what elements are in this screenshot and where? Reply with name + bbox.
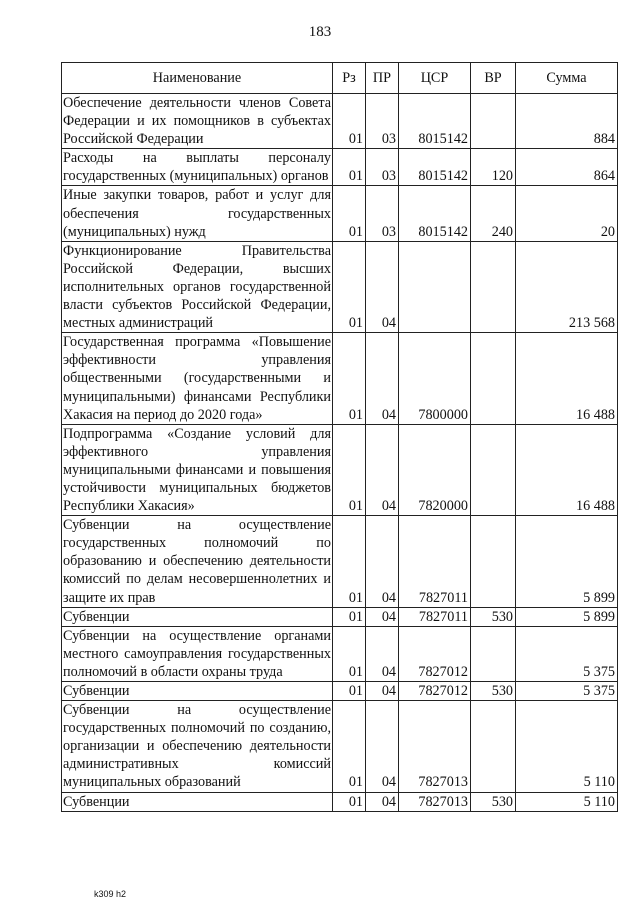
- row-pr: 04: [366, 516, 399, 607]
- table-row: [62, 333, 618, 424]
- row-name: Субвенции: [62, 607, 333, 626]
- row-sum: 5 110: [516, 701, 618, 792]
- header-vr: ВР: [471, 63, 516, 94]
- row-csr: 7827011: [399, 516, 471, 607]
- row-name: Иные закупки товаров, работ и услуг для обеспечения государственных (муниципальных) нужд: [63, 187, 331, 240]
- row-vr: [471, 424, 516, 515]
- table-row: [62, 516, 618, 607]
- row-csr: 8015142: [399, 94, 471, 149]
- row-sum: 5 110: [516, 792, 618, 811]
- row-vr: [471, 516, 516, 607]
- row-vr: [471, 241, 516, 332]
- row-vr: 530: [471, 607, 516, 626]
- row-csr: 7827012: [399, 682, 471, 701]
- row-sum: 213 568: [516, 241, 618, 332]
- row-rz: 01: [333, 333, 366, 424]
- table-row: [62, 626, 618, 681]
- row-rz: 01: [333, 424, 366, 515]
- row-pr: 04: [366, 682, 399, 701]
- row-vr: [471, 94, 516, 149]
- row-rz: 01: [333, 186, 366, 241]
- table-row: [62, 149, 618, 186]
- row-sum: 16 488: [516, 424, 618, 515]
- table-row: [62, 94, 618, 149]
- row-rz: 01: [333, 682, 366, 701]
- header-sum: Сумма: [516, 63, 618, 94]
- row-vr: 120: [471, 149, 516, 186]
- row-rz: 01: [333, 701, 366, 792]
- row-pr: 04: [366, 701, 399, 792]
- table-row: [62, 241, 618, 332]
- row-pr: 03: [366, 149, 399, 186]
- row-sum: 5 375: [516, 682, 618, 701]
- row-name: Подпрограмма «Создание условий для эффективного управления муниципальными финансами и повышения устойчивости муниципальных бюджетов Республики Хакасия»: [63, 425, 331, 515]
- row-vr: [471, 333, 516, 424]
- row-rz: 01: [333, 94, 366, 149]
- footer-code: k309 h2: [94, 889, 127, 899]
- row-pr: 03: [366, 186, 399, 241]
- row-name: Расходы на выплаты персоналу государственных (муниципальных) органов: [63, 150, 331, 185]
- row-sum: 5 899: [516, 607, 618, 626]
- row-csr: 7820000: [399, 424, 471, 515]
- row-sum: 16 488: [516, 333, 618, 424]
- row-name: Субвенции на осуществление государственных полномочий по созданию, организации и обеспечению деятельности административных комиссий муниципальных образований: [63, 702, 331, 791]
- row-sum: 20: [516, 186, 618, 241]
- row-vr: [471, 701, 516, 792]
- row-rz: 01: [333, 149, 366, 186]
- row-rz: 01: [333, 607, 366, 626]
- row-pr: 04: [366, 607, 399, 626]
- row-pr: 04: [366, 626, 399, 681]
- row-pr: 04: [366, 424, 399, 515]
- row-name: Субвенции: [62, 792, 333, 811]
- row-vr: 530: [471, 682, 516, 701]
- header-csr: ЦСР: [399, 63, 471, 94]
- table-row: [62, 792, 618, 811]
- row-rz: 01: [333, 792, 366, 811]
- row-sum: 5 899: [516, 516, 618, 607]
- table-header-row: [62, 63, 618, 94]
- budget-table: [61, 62, 618, 812]
- row-sum: 5 375: [516, 626, 618, 681]
- row-csr: 7827013: [399, 701, 471, 792]
- header-rz: Рз: [333, 63, 366, 94]
- header-name: Наименование: [62, 63, 333, 94]
- row-name: Государственная программа «Повышение эффективности управления общественными (государственными и муниципальными) финансами Республики Хакасия на период до 2020 года»: [63, 334, 331, 423]
- row-csr: 7827011: [399, 607, 471, 626]
- row-vr: 240: [471, 186, 516, 241]
- row-csr: 8015142: [399, 186, 471, 241]
- table-row: [62, 682, 618, 701]
- row-vr: [471, 626, 516, 681]
- row-pr: 03: [366, 94, 399, 149]
- row-csr: 8015142: [399, 149, 471, 186]
- page-number: 183: [308, 24, 332, 40]
- table-row: [62, 186, 618, 241]
- table-row: [62, 607, 618, 626]
- row-pr: 04: [366, 333, 399, 424]
- row-rz: 01: [333, 516, 366, 607]
- row-csr: 7827013: [399, 792, 471, 811]
- row-rz: 01: [333, 626, 366, 681]
- row-name: Функционирование Правительства Российской Федерации, высших исполнительных органов государственной власти субъектов Российской Федерации, местных администраций: [63, 242, 331, 332]
- row-name: Субвенции: [62, 682, 333, 701]
- row-name: Обеспечение деятельности членов Совета Федерации и их помощников в субъектах Российской Федерации: [63, 95, 331, 148]
- row-sum: 884: [516, 94, 618, 149]
- row-name: Субвенции на осуществление органами местного самоуправления государственных полномочий в области охраны труда: [63, 627, 331, 680]
- table-row: [62, 424, 618, 515]
- header-pr: ПР: [366, 63, 399, 94]
- row-pr: 04: [366, 792, 399, 811]
- row-sum: 864: [516, 149, 618, 186]
- row-rz: 01: [333, 241, 366, 332]
- row-name: Субвенции на осуществление государственных полномочий по образованию и обеспечению деятельности комиссий по делам несовершеннолетних и защите их прав: [63, 517, 331, 606]
- table-row: [62, 701, 618, 792]
- row-csr: 7800000: [399, 333, 471, 424]
- row-csr: [399, 241, 471, 332]
- row-csr: 7827012: [399, 626, 471, 681]
- row-vr: 530: [471, 792, 516, 811]
- row-pr: 04: [366, 241, 399, 332]
